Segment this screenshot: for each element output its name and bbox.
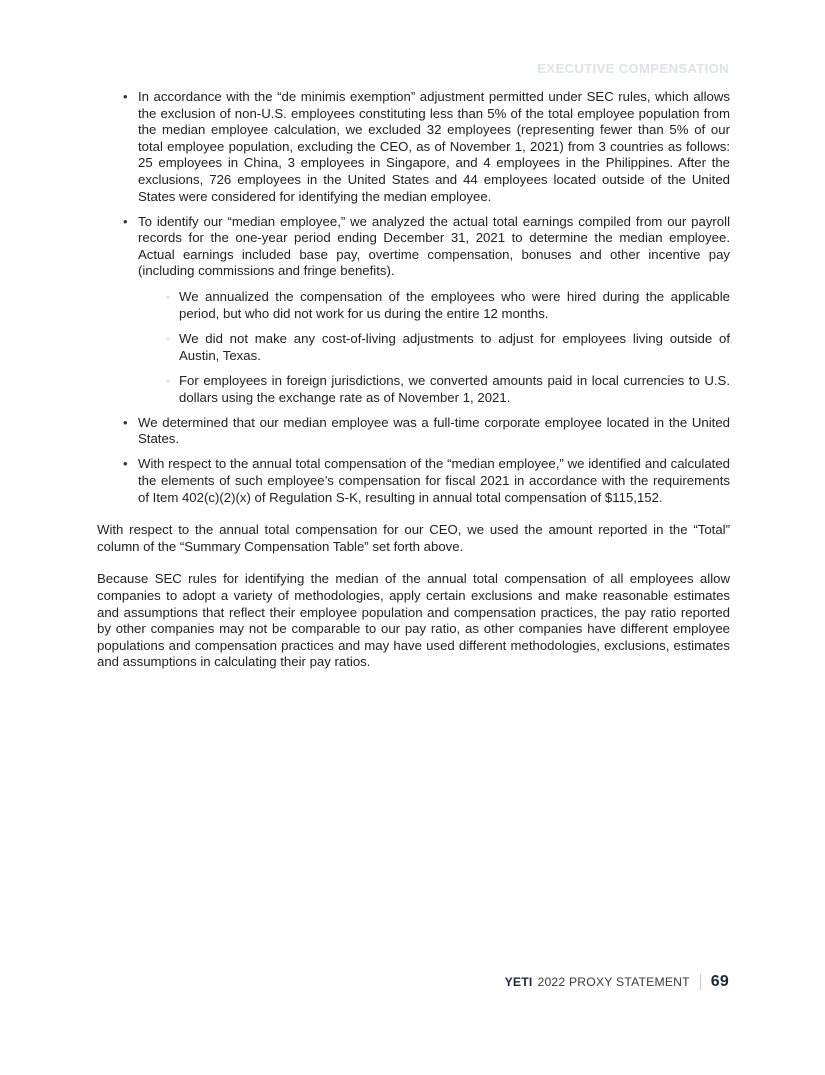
sub-bullet-text: For employees in foreign jurisdictions, we converted amounts paid in local currencies to U.S. dollars using the exchange rate as of November 1, 2021. bbox=[179, 373, 730, 405]
page-footer bbox=[505, 973, 729, 991]
bullet-text: In accordance with the “de minimis exemption” adjustment permitted under SEC rules, which allows the exclusion of non-U.S. employees constituting less than 5% of the total employee population from the median employee calculation, we excluded 32 employees (representing fewer than 5% of our total employee population, excluding the CEO, as of November 1, 2021) from 3 countries as follows: 25 employees in China, 3 employees in Singapore, and 4 employees in the Philippines. After the exclusions, 726 employees in the United States and 44 employees located outside of the United States were considered for identifying the median employee. bbox=[138, 89, 730, 204]
sub-bullet-item bbox=[166, 331, 730, 364]
sub-bullet-icon: ◦ bbox=[166, 289, 171, 304]
bullet-icon: • bbox=[123, 414, 128, 430]
bullet-item bbox=[123, 414, 730, 448]
sub-bullet-text: We annualized the compensation of the employees who were hired during the applicable period, but who did not work for us during the entire 12 months. bbox=[179, 288, 730, 321]
bullet-text: We determined that our median employee was a full-time corporate employee located in the United States. bbox=[138, 414, 730, 447]
bullet-icon: • bbox=[123, 456, 128, 472]
sub-bullet-list bbox=[138, 289, 730, 407]
bullet-item bbox=[123, 89, 730, 205]
bullet-text: With respect to the annual total compensation of the “median employee,” we identified and calculated the elements of such employee’s compensation for fiscal 2021 in accordance with the requirements of Item 402(c)(2)(x) of Regulation S-K, resulting in annual total compensation of $115,152. bbox=[138, 456, 730, 505]
sub-bullet-item bbox=[166, 373, 730, 406]
paragraph-methodology: Because SEC rules for identifying the median of the annual total compensation of all employees allow companies to adopt a variety of methodologies, apply certain exclusions and make reasonable estimates and assumptions that reflect their employee population and compensation practices, the pay ratio reported by other companies may not be comparable to our pay ratio, as other companies have different employee populations and compensation practices and may have used different methodologies, exclusions, estimates and assumptions in calculating their pay ratios. bbox=[97, 571, 730, 670]
bullet-icon: • bbox=[123, 213, 128, 229]
body-content bbox=[97, 89, 730, 671]
sub-bullet-text: We did not make any cost-of-living adjustments to adjust for employees living outside of Austin, Texas. bbox=[179, 331, 730, 363]
paragraph-ceo-compensation: With respect to the annual total compensation for our CEO, we used the amount reported in the “Total” column of the “Summary Compensation Table” set forth above. bbox=[97, 522, 730, 554]
footer-title: 2022 PROXY STATEMENT bbox=[537, 975, 690, 989]
page-number: 69 bbox=[710, 973, 729, 990]
sub-bullet-item bbox=[166, 288, 730, 322]
bullet-text: To identify our “median employee,” we analyzed the actual total earnings compiled from our payroll records for the one-year period ending December 31, 2021 to determine the median employee. Actual earnings included base pay, overtime compensation, bonuses and other incentive pay (including commissions and fringe benefits). bbox=[138, 213, 730, 279]
bullet-list bbox=[97, 89, 730, 506]
footer-brand: YETI bbox=[504, 975, 533, 989]
bullet-icon: • bbox=[123, 89, 128, 104]
sub-bullet-icon: ◦ bbox=[166, 374, 171, 389]
section-header: EXECUTIVE COMPENSATION bbox=[537, 61, 729, 76]
footer-divider bbox=[700, 974, 701, 990]
sub-bullet-icon: ◦ bbox=[166, 332, 171, 347]
bullet-item bbox=[123, 456, 730, 506]
bullet-item bbox=[123, 213, 730, 407]
